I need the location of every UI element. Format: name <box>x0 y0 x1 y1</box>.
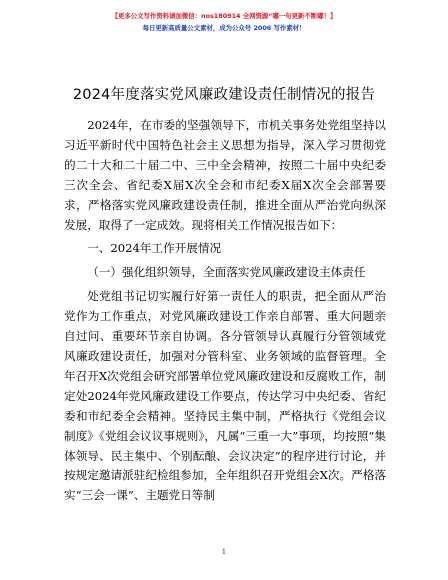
document-title: 2024年度落实党风廉政建设责任制情况的报告 <box>72 87 376 103</box>
section-heading: 一、2024年工作开展情况 <box>87 241 222 256</box>
promo-banner-line-1: 【更多公文写作资料请加微信：nos180914 全网资源“嘟一句更新不断嘟！】 <box>111 12 337 20</box>
body-paragraph: 处党组书记切实履行好第一责任人的职责，把全面从严治党作为工作重点，对党风廉政建设工作亲自部署、重大问题亲自过问、重要环节亲自协调。各分管领导认真履行分管领域党风廉政建设责任，加强对分管科室、业务领域的监督管理。全年召开X次党组会研究部署单位党风廉政建设和反腐败工作，制定处2024年党风廉政建设工作要点，传达学习中央纪委、省纪委和市纪委全会精神。坚持民主集中制，严格执行《党组会议制度》《党组会议议事规则》，凡属“三重一大”事项，均按照“集体领导、民主集中、个别酝酿、会议决定”的程序进行讨论，并按规定邀请派驻纪检组参加，全年组织召开党组会X次。严格落实“三会一课”、主题党日等制 <box>64 289 386 503</box>
promo-banner <box>0 10 448 34</box>
intro-paragraph: 2024年，在市委的坚强领导下，市机关事务处党组坚持以习近平新时代中国特色社会主义思想为指导，深入学习贯彻党的二十大和二十届二中、三中全会精神，按照二十届中央纪委三次全会、省纪委X届X次全会和市纪委X届X次全会部署要求，严格落实党风廉政建设责任制，推进全面从严治党向纵深发展，取得了一定成效。现将相关工作情况报告如下： <box>64 118 386 232</box>
document-body <box>64 116 386 506</box>
subsection-heading: （一）强化组织领导，全面落实党风廉政建设主体责任 <box>87 265 366 280</box>
page-number: 1 <box>221 548 227 556</box>
promo-banner-line-2: 每日更新高质量公文素材，成为公众号 2006 写作素材！ <box>142 24 306 32</box>
